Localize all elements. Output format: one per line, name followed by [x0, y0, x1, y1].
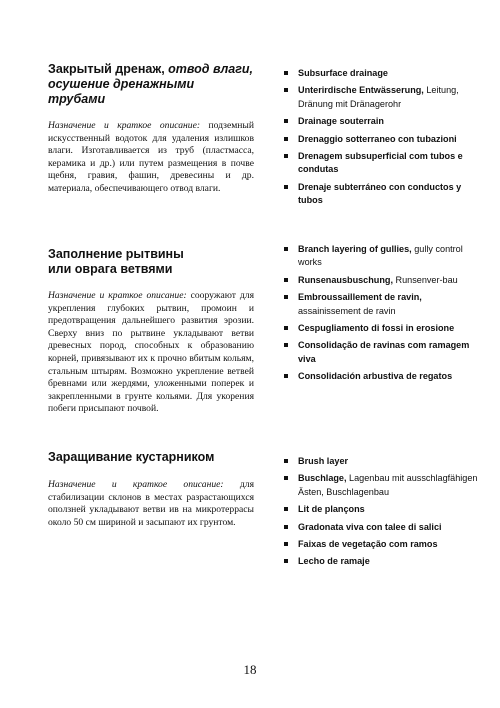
term-item: Drainage souterrain: [284, 115, 484, 128]
entry-1-desc-text: подземный искусственный водоток для удаления излишков влаги. Изготавливается из труб (пластмасса, керамика и др.) или путем размещения в почве щебня, гравия, фашин, древесины и др. материала, обеспечивающего отвод влаги.: [48, 120, 254, 194]
term-item: Subsurface drainage: [284, 67, 484, 80]
entry-2-description: [48, 290, 254, 416]
entry-2-terms: [284, 243, 484, 388]
entry-1-description: [48, 120, 254, 196]
term-item: Buschlage, Lagenbau mit ausschlagfähigen Ästen, Buschlagenbau: [284, 472, 484, 499]
entry-3-desc-lead: Назначение и краткое описание:: [48, 479, 224, 490]
entry-3-left: [48, 450, 254, 529]
term-item: Faixas de vegetação com ramos: [284, 538, 484, 551]
entry-2-desc-lead: Назначение и краткое описание:: [48, 290, 187, 301]
term-item: Branch layering of gullies, gully control works: [284, 243, 484, 270]
term-item: Unterirdische Entwässerung, Leitung, Dränung mit Dränagerohr: [284, 84, 484, 111]
term-item: Runsenausbuschung, Runsenver-bau: [284, 274, 484, 287]
term-item: Gradonata viva con talee di salici: [284, 521, 484, 534]
entry-2-title-main: Заполнение рытвины или оврага ветвями: [48, 247, 184, 276]
entry-3-terms: [284, 455, 484, 573]
entry-3-description: [48, 479, 254, 529]
entry-1-title-sub: отвод влаги, осушение дренажными трубами: [48, 62, 254, 106]
entry-2-title: [48, 247, 208, 277]
entry-1-title: [48, 62, 254, 107]
term-item: Cespugliamento di fossi in erosione: [284, 322, 484, 335]
term-item: Lit de plançons: [284, 503, 484, 516]
term-item: Consolidação de ravinas com ramagem viva: [284, 339, 484, 366]
term-item: Drenaje subterráneo con conductos y tubos: [284, 181, 484, 208]
term-item: Drenagem subsuperficial com tubos e condutas: [284, 150, 484, 177]
term-item: Drenaggio sotterraneo con tubazioni: [284, 133, 484, 146]
entry-1-desc-lead: Назначение и краткое описание:: [48, 120, 201, 131]
entry-1-left: [48, 62, 254, 196]
term-item: Consolidación arbustiva de regatos: [284, 370, 484, 383]
entry-2-desc-text: сооружают для укрепления глубоких рытвин, промоин и предотвращения дальнейшего развития эрозии. Сверху вниз по рытвине укладывают ветви древесных пород, способных к образованию корней, привязывают их к прочно вбитым кольям, стальным штырям. Возможно укрепление ветвей бревнами или жердями, уложенными поперек и закрепленными в грунте кольями. Для укорения побеги присыпают почвой.: [48, 290, 254, 415]
entry-2-left: [48, 247, 254, 416]
entry-1-title-main: Закрытый дренаж,: [48, 62, 165, 76]
entry-1-terms: [284, 67, 484, 212]
term-item: Embroussaillement de ravin, assainissement de ravin: [284, 291, 484, 318]
entry-3-title-main: Заращивание кустарником: [48, 450, 215, 464]
page-number: 18: [243, 662, 257, 677]
entry-3-desc-text: для стабилизации склонов в местах разрастающихся оползней укладывают ветви ив на микротеррасы около 50 см шириной и засыпают их грунтом.: [48, 479, 254, 528]
term-item: Brush layer: [284, 455, 484, 468]
term-item: Lecho de ramaje: [284, 555, 484, 568]
entry-3-title: [48, 450, 254, 465]
